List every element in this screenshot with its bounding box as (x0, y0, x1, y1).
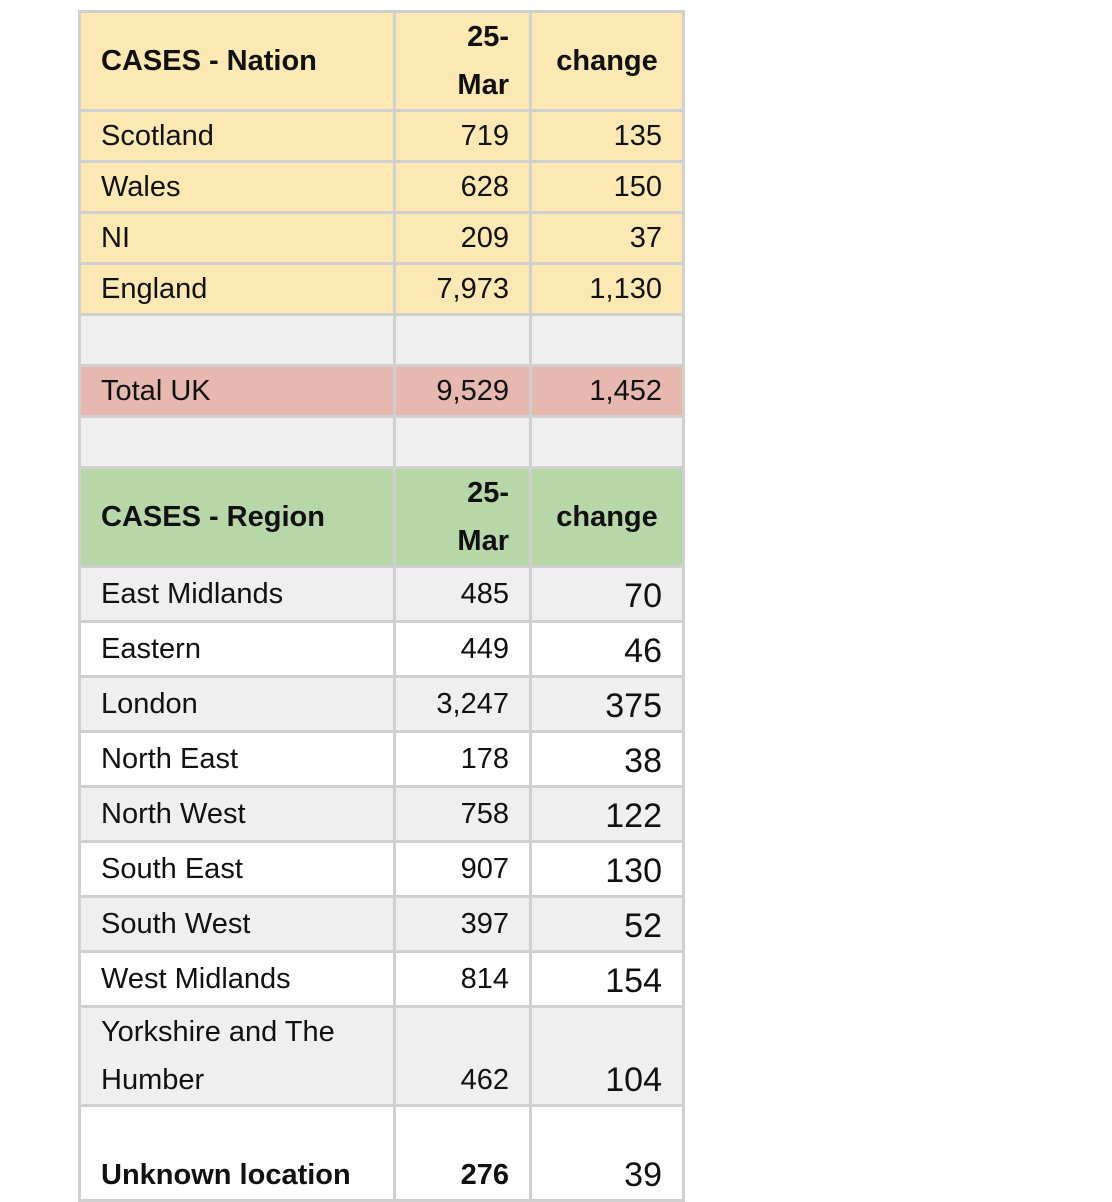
empty-cell[interactable] (531, 417, 684, 468)
region-cell-change[interactable]: 70 (531, 567, 684, 622)
nation-cell-name[interactable]: England (80, 264, 395, 315)
nation-header-date[interactable]: 25-Mar (395, 12, 531, 111)
region-cell-value[interactable]: 907 (395, 842, 531, 897)
region-cell-name[interactable]: Unknown location (80, 1106, 395, 1201)
nation-row-england (80, 264, 684, 315)
empty-cell[interactable] (395, 417, 531, 468)
region-cell-name[interactable]: West Midlands (80, 952, 395, 1007)
region-cell-value[interactable]: 449 (395, 622, 531, 677)
nation-cell-change[interactable]: 1,130 (531, 264, 684, 315)
nation-row-wales (80, 162, 684, 213)
region-cell-name[interactable]: Yorkshire and The Humber (80, 1007, 395, 1106)
region-cell-value[interactable]: 276 (395, 1106, 531, 1201)
region-cell-change[interactable]: 154 (531, 952, 684, 1007)
region-header-title[interactable]: CASES - Region (80, 468, 395, 567)
region-cell-change[interactable]: 130 (531, 842, 684, 897)
region-cell-value[interactable]: 758 (395, 787, 531, 842)
nation-cell-name[interactable]: NI (80, 213, 395, 264)
region-row-west-midlands (80, 952, 684, 1007)
region-cell-change[interactable]: 104 (531, 1007, 684, 1106)
empty-cell[interactable] (531, 315, 684, 366)
region-row-london (80, 677, 684, 732)
nation-cell-change[interactable]: 135 (531, 111, 684, 162)
nation-cell-name[interactable]: Wales (80, 162, 395, 213)
region-cell-value[interactable]: 3,247 (395, 677, 531, 732)
nation-cell-name[interactable]: Scotland (80, 111, 395, 162)
region-cell-value[interactable]: 814 (395, 952, 531, 1007)
region-cell-change[interactable]: 122 (531, 787, 684, 842)
region-row-yorkshire (80, 1007, 684, 1106)
nation-header-row (80, 12, 684, 111)
blank-row (80, 417, 684, 468)
region-cell-name[interactable]: London (80, 677, 395, 732)
region-row-south-east (80, 842, 684, 897)
region-row-eastern (80, 622, 684, 677)
empty-cell[interactable] (80, 315, 395, 366)
region-cell-change[interactable]: 46 (531, 622, 684, 677)
region-cell-name[interactable]: Eastern (80, 622, 395, 677)
nation-cell-value[interactable]: 719 (395, 111, 531, 162)
region-row-south-west (80, 897, 684, 952)
total-cell-name[interactable]: Total UK (80, 366, 395, 417)
region-cell-value[interactable]: 462 (395, 1007, 531, 1106)
total-cell-value[interactable]: 9,529 (395, 366, 531, 417)
region-header-row (80, 468, 684, 567)
total-uk-row (80, 366, 684, 417)
region-cell-change[interactable]: 52 (531, 897, 684, 952)
nation-header-change[interactable]: change (531, 12, 684, 111)
nation-cell-value[interactable]: 628 (395, 162, 531, 213)
region-row-north-west (80, 787, 684, 842)
region-cell-name[interactable]: North West (80, 787, 395, 842)
region-cell-change[interactable]: 39 (531, 1106, 684, 1201)
region-header-date[interactable]: 25-Mar (395, 468, 531, 567)
region-cell-name[interactable]: South East (80, 842, 395, 897)
nation-row-scotland (80, 111, 684, 162)
nation-cell-change[interactable]: 37 (531, 213, 684, 264)
spreadsheet (78, 10, 685, 1202)
nation-header-title[interactable]: CASES - Nation (80, 12, 395, 111)
nation-cell-change[interactable]: 150 (531, 162, 684, 213)
region-cell-value[interactable]: 397 (395, 897, 531, 952)
region-row-east-midlands (80, 567, 684, 622)
total-cell-change[interactable]: 1,452 (531, 366, 684, 417)
region-cell-name[interactable]: East Midlands (80, 567, 395, 622)
region-row-north-east (80, 732, 684, 787)
region-cell-change[interactable]: 38 (531, 732, 684, 787)
region-cell-change[interactable]: 375 (531, 677, 684, 732)
nation-cell-value[interactable]: 209 (395, 213, 531, 264)
nation-row-ni (80, 213, 684, 264)
region-cell-value[interactable]: 178 (395, 732, 531, 787)
nation-cell-value[interactable]: 7,973 (395, 264, 531, 315)
region-row-unknown (80, 1106, 684, 1201)
blank-row (80, 315, 684, 366)
cases-table (78, 10, 685, 1202)
region-cell-value[interactable]: 485 (395, 567, 531, 622)
empty-cell[interactable] (395, 315, 531, 366)
region-cell-name[interactable]: South West (80, 897, 395, 952)
region-cell-name[interactable]: North East (80, 732, 395, 787)
region-header-change[interactable]: change (531, 468, 684, 567)
empty-cell[interactable] (80, 417, 395, 468)
